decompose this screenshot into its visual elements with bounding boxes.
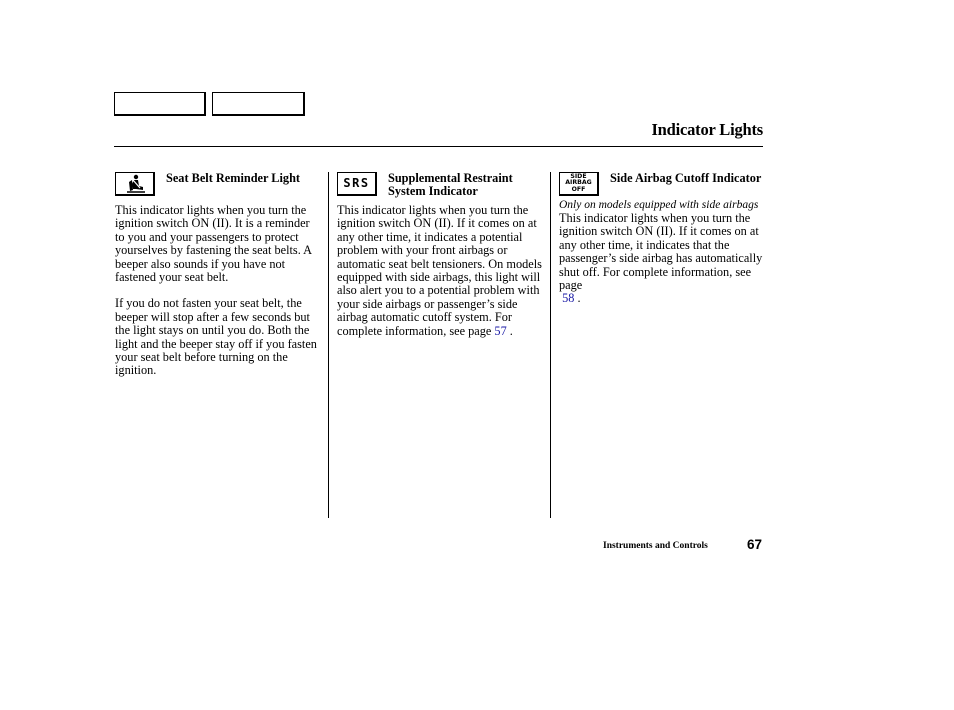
footer-section-name: Instruments and Controls xyxy=(603,541,708,551)
srs-section xyxy=(337,172,543,351)
section-heading: Side Airbag Cutoff Indicator xyxy=(610,171,762,185)
paragraph: If you do not fasten your seat belt, the beeper will stop after a few seconds but the light stays on until you do. Both the light and the beeper stay off if you fasten your seat belt before turning on the ignition. xyxy=(115,296,317,378)
srs-icon-label: SRS xyxy=(343,175,370,190)
link-suffix: . xyxy=(506,323,513,338)
icon-label-line: SIDE xyxy=(570,172,587,180)
icon-label-line: AIRBAG xyxy=(565,179,592,187)
srs-icon xyxy=(337,172,377,196)
page-link[interactable]: 58 xyxy=(562,291,575,306)
section-heading: Seat Belt Reminder Light xyxy=(166,171,301,185)
link-suffix: . xyxy=(574,291,581,306)
section-heading: Supplemental Restraint System Indicator xyxy=(388,171,513,198)
paragraph xyxy=(559,212,765,306)
page-number: 67 xyxy=(747,537,763,552)
seat-belt-reminder-icon xyxy=(115,172,155,196)
paragraph: This indicator lights when you turn the ignition switch ON (II). It is a reminder to you and your passengers to protect yourselves by fastening the seat belts. A beeper also sounds if you have not fastened your seat belt. xyxy=(115,203,312,285)
page-title: Indicator Lights xyxy=(651,120,763,139)
seat-belt-section xyxy=(115,172,321,391)
model-note: Only on models equipped with side airbags xyxy=(559,199,759,211)
page-link[interactable]: 57 xyxy=(494,323,507,338)
previous-page-button[interactable] xyxy=(114,92,206,116)
side-airbag-off-icon xyxy=(559,172,599,196)
paragraph xyxy=(337,204,543,338)
column-divider xyxy=(550,172,551,518)
paragraph-text: This indicator lights when you turn the ignition switch ON (II). If it comes on at any other time, it indicates that the passenger’s side airbag has automatically shut off. For complete information, see page xyxy=(559,211,763,293)
paragraph-text: This indicator lights when you turn the ignition switch ON (II). If it comes on at any other time, it indicates a potential problem with your front airbags or automatic seat belt tensioners. On models equipped with side airbags, this light will also alert you to a potential problem with your side airbags or passenger’s side airbag automatic cutoff system. For complete information, see page xyxy=(337,203,542,338)
next-page-button[interactable] xyxy=(212,92,305,116)
column-divider xyxy=(328,172,329,518)
icon-label-line: OFF xyxy=(571,185,586,193)
side-airbag-section xyxy=(559,172,765,319)
title-divider xyxy=(114,146,763,147)
